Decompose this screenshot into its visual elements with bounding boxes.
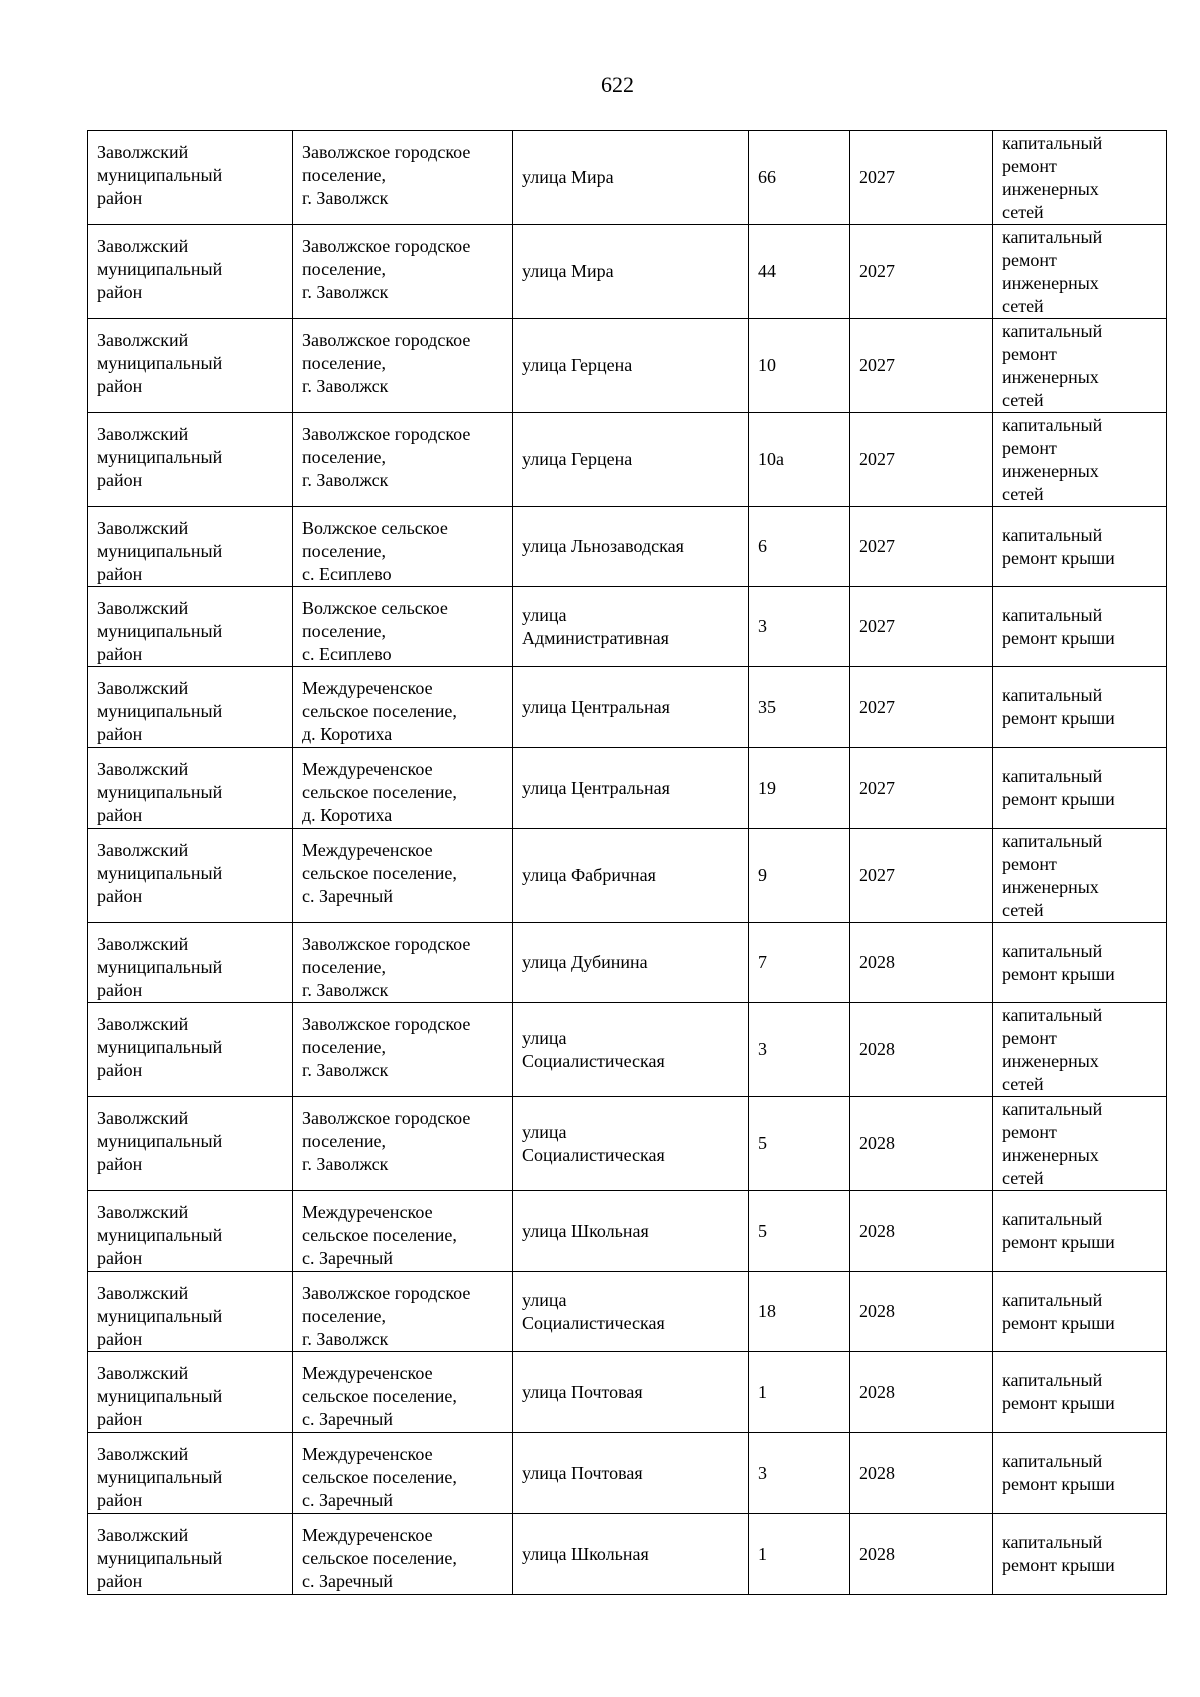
house-number-cell	[749, 225, 850, 319]
district-cell-text: Заволжский муниципальный район	[97, 424, 223, 490]
work-type-cell	[993, 829, 1167, 923]
house-number-cell	[749, 667, 850, 748]
house-number-cell-text: 1	[758, 1381, 767, 1402]
street-cell	[513, 225, 749, 319]
district-cell	[88, 1352, 293, 1433]
table-row	[88, 1191, 1167, 1272]
house-number-cell-text: 1	[758, 1543, 767, 1564]
work-type-cell	[993, 1272, 1167, 1352]
street-cell-text: улица Дубинина	[522, 952, 648, 972]
settlement-cell-text: Междуреченское сельское поселение, с. Заречный	[302, 1202, 457, 1268]
work-type-cell	[993, 748, 1167, 829]
work-type-cell	[993, 923, 1167, 1003]
house-number-cell	[749, 1097, 850, 1191]
street-cell	[513, 1191, 749, 1272]
table-row	[88, 507, 1167, 587]
district-cell	[88, 225, 293, 319]
district-cell-text: Заволжский муниципальный район	[97, 142, 223, 208]
street-cell-text: улица Школьная	[522, 1220, 649, 1241]
year-cell	[850, 1003, 993, 1097]
street-cell	[513, 1097, 749, 1191]
year-cell	[850, 748, 993, 829]
work-type-cell	[993, 587, 1167, 667]
work-type-cell	[993, 1191, 1167, 1272]
work-type-cell-text: капитальный ремонт крыши	[1002, 685, 1115, 728]
street-cell	[513, 131, 749, 225]
settlement-cell	[293, 225, 513, 319]
year-cell	[850, 829, 993, 923]
district-cell	[88, 667, 293, 748]
district-cell-text: Заволжский муниципальный район	[97, 518, 223, 584]
district-cell	[88, 1097, 293, 1191]
year-cell-text: 2027	[859, 865, 895, 885]
work-type-cell	[993, 507, 1167, 587]
street-cell	[513, 319, 749, 413]
work-type-cell-text: капитальный ремонт инженерных сетей	[1002, 320, 1103, 410]
year-cell-text: 2027	[859, 777, 895, 798]
street-cell-text: улица Мира	[522, 167, 614, 187]
district-cell-text: Заволжский муниципальный район	[97, 934, 223, 1000]
street-cell-text: улица Почтовая	[522, 1462, 643, 1483]
work-type-cell-text: капитальный ремонт крыши	[1002, 766, 1115, 809]
table-row	[88, 923, 1167, 1003]
street-cell-text: улица Фабричная	[522, 865, 656, 885]
year-cell	[850, 319, 993, 413]
year-cell	[850, 131, 993, 225]
district-cell	[88, 1272, 293, 1352]
street-cell-text: улица Герцена	[522, 355, 633, 375]
year-cell-text: 2027	[859, 167, 895, 187]
street-cell	[513, 507, 749, 587]
district-cell-text: Заволжский муниципальный район	[97, 759, 223, 825]
settlement-cell-text: Волжское сельское поселение, с. Есиплево	[302, 518, 448, 584]
work-type-cell	[993, 1003, 1167, 1097]
house-number-cell-text: 3	[758, 1462, 767, 1483]
work-type-cell	[993, 1097, 1167, 1191]
work-type-cell	[993, 413, 1167, 507]
district-cell	[88, 1191, 293, 1272]
house-number-cell-text: 3	[758, 616, 767, 636]
settlement-cell	[293, 748, 513, 829]
house-number-cell	[749, 1352, 850, 1433]
settlement-cell-text: Междуреченское сельское поселение, д. Коротиха	[302, 678, 457, 744]
house-number-cell-text: 19	[758, 777, 776, 798]
work-type-cell	[993, 319, 1167, 413]
settlement-cell-text: Междуреченское сельское поселение, с. Заречный	[302, 840, 457, 906]
house-number-cell	[749, 748, 850, 829]
table-row	[88, 413, 1167, 507]
district-cell-text: Заволжский муниципальный район	[97, 1444, 223, 1510]
district-cell-text: Заволжский муниципальный район	[97, 1525, 223, 1591]
settlement-cell	[293, 1003, 513, 1097]
work-type-cell-text: капитальный ремонт крыши	[1002, 524, 1115, 568]
repair-schedule-table	[87, 130, 1167, 1595]
street-cell	[513, 829, 749, 923]
house-number-cell-text: 7	[758, 952, 767, 972]
page-number: 622	[601, 72, 634, 97]
work-type-cell-text: капитальный ремонт инженерных сетей	[1002, 1004, 1103, 1094]
year-cell	[850, 225, 993, 319]
work-type-cell-text: капитальный ремонт инженерных сетей	[1002, 226, 1103, 316]
street-cell-text: улица Социалистическая	[522, 1121, 665, 1165]
year-cell	[850, 507, 993, 587]
district-cell	[88, 413, 293, 507]
street-cell	[513, 1433, 749, 1514]
house-number-cell	[749, 1433, 850, 1514]
district-cell	[88, 507, 293, 587]
settlement-cell	[293, 1191, 513, 1272]
house-number-cell-text: 18	[758, 1301, 776, 1321]
table-row	[88, 1433, 1167, 1514]
street-cell	[513, 1003, 749, 1097]
year-cell-text: 2028	[859, 1301, 895, 1321]
district-cell-text: Заволжский муниципальный район	[97, 1014, 223, 1080]
settlement-cell	[293, 829, 513, 923]
street-cell-text: улица Административная	[522, 604, 669, 648]
work-type-cell	[993, 1352, 1167, 1433]
settlement-cell-text: Заволжское городское поселение, г. Заволжск	[302, 142, 471, 208]
work-type-cell-text: капитальный ремонт крыши	[1002, 1289, 1115, 1333]
year-cell-text: 2028	[859, 1381, 895, 1402]
district-cell-text: Заволжский муниципальный район	[97, 330, 223, 396]
year-cell	[850, 667, 993, 748]
street-cell-text: улица Социалистическая	[522, 1289, 665, 1333]
street-cell	[513, 923, 749, 1003]
settlement-cell	[293, 667, 513, 748]
street-cell-text: улица Школьная	[522, 1543, 649, 1564]
district-cell-text: Заволжский муниципальный район	[97, 1202, 223, 1268]
settlement-cell-text: Междуреченское сельское поселение, с. Заречный	[302, 1444, 457, 1510]
street-cell	[513, 1272, 749, 1352]
district-cell	[88, 1433, 293, 1514]
house-number-cell-text: 10	[758, 355, 776, 375]
settlement-cell-text: Заволжское городское поселение, г. Заволжск	[302, 1014, 471, 1080]
settlement-cell-text: Заволжское городское поселение, г. Заволжск	[302, 424, 471, 490]
house-number-cell	[749, 413, 850, 507]
year-cell	[850, 413, 993, 507]
settlement-cell-text: Заволжское городское поселение, г. Заволжск	[302, 330, 471, 396]
house-number-cell-text: 5	[758, 1133, 767, 1153]
year-cell-text: 2028	[859, 1543, 895, 1564]
year-cell-text: 2027	[859, 696, 895, 717]
settlement-cell-text: Междуреченское сельское поселение, д. Коротиха	[302, 759, 457, 825]
house-number-cell	[749, 1003, 850, 1097]
street-cell-text: улица Почтовая	[522, 1381, 643, 1402]
settlement-cell-text: Междуреченское сельское поселение, с. Заречный	[302, 1363, 457, 1429]
house-number-cell	[749, 131, 850, 225]
table-row	[88, 1272, 1167, 1352]
street-cell	[513, 587, 749, 667]
street-cell-text: улица Герцена	[522, 449, 633, 469]
district-cell-text: Заволжский муниципальный район	[97, 1283, 223, 1349]
street-cell-text: улица Центральная	[522, 696, 670, 717]
work-type-cell-text: капитальный ремонт инженерных сетей	[1002, 830, 1103, 920]
house-number-cell	[749, 587, 850, 667]
settlement-cell	[293, 1272, 513, 1352]
house-number-cell-text: 3	[758, 1039, 767, 1059]
year-cell	[850, 1097, 993, 1191]
work-type-cell	[993, 225, 1167, 319]
work-type-cell	[993, 1433, 1167, 1514]
year-cell	[850, 1272, 993, 1352]
street-cell-text: улица Центральная	[522, 777, 670, 798]
settlement-cell-text: Волжское сельское поселение, с. Есиплево	[302, 598, 448, 664]
work-type-cell	[993, 1514, 1167, 1595]
settlement-cell	[293, 1514, 513, 1595]
district-cell	[88, 319, 293, 413]
year-cell	[850, 1191, 993, 1272]
house-number-cell-text: 66	[758, 167, 776, 187]
year-cell-text: 2028	[859, 1220, 895, 1241]
house-number-cell	[749, 1272, 850, 1352]
street-cell	[513, 1514, 749, 1595]
street-cell	[513, 748, 749, 829]
district-cell	[88, 829, 293, 923]
settlement-cell	[293, 1433, 513, 1514]
district-cell	[88, 587, 293, 667]
table-row	[88, 1352, 1167, 1433]
work-type-cell	[993, 667, 1167, 748]
district-cell	[88, 1514, 293, 1595]
district-cell	[88, 131, 293, 225]
year-cell-text: 2028	[859, 952, 895, 972]
street-cell-text: улица Мира	[522, 261, 614, 281]
house-number-cell	[749, 507, 850, 587]
year-cell-text: 2028	[859, 1133, 895, 1153]
street-cell	[513, 413, 749, 507]
table-body	[88, 131, 1167, 1595]
settlement-cell	[293, 413, 513, 507]
table-row	[88, 829, 1167, 923]
table-row	[88, 225, 1167, 319]
table-row	[88, 587, 1167, 667]
year-cell-text: 2027	[859, 355, 895, 375]
settlement-cell	[293, 319, 513, 413]
district-cell-text: Заволжский муниципальный район	[97, 1363, 223, 1429]
house-number-cell	[749, 923, 850, 1003]
year-cell-text: 2027	[859, 261, 895, 281]
settlement-cell	[293, 1352, 513, 1433]
district-cell-text: Заволжский муниципальный район	[97, 598, 223, 664]
year-cell-text: 2028	[859, 1039, 895, 1059]
house-number-cell-text: 10а	[758, 449, 784, 469]
house-number-cell	[749, 319, 850, 413]
street-cell	[513, 1352, 749, 1433]
table-row	[88, 131, 1167, 225]
house-number-cell	[749, 1191, 850, 1272]
work-type-cell-text: капитальный ремонт крыши	[1002, 1451, 1115, 1494]
year-cell	[850, 587, 993, 667]
work-type-cell	[993, 131, 1167, 225]
district-cell	[88, 748, 293, 829]
settlement-cell	[293, 1097, 513, 1191]
work-type-cell-text: капитальный ремонт инженерных сетей	[1002, 132, 1103, 222]
street-cell	[513, 667, 749, 748]
work-type-cell-text: капитальный ремонт инженерных сетей	[1002, 414, 1103, 504]
district-cell	[88, 1003, 293, 1097]
year-cell	[850, 1352, 993, 1433]
table-row	[88, 1003, 1167, 1097]
district-cell-text: Заволжский муниципальный район	[97, 840, 223, 906]
year-cell	[850, 923, 993, 1003]
settlement-cell-text: Заволжское городское поселение, г. Заволжск	[302, 1108, 471, 1174]
settlement-cell	[293, 587, 513, 667]
table-row	[88, 1097, 1167, 1191]
house-number-cell-text: 44	[758, 261, 776, 281]
year-cell	[850, 1433, 993, 1514]
street-cell-text: улица Льнозаводская	[522, 536, 684, 556]
work-type-cell-text: капитальный ремонт крыши	[1002, 604, 1115, 648]
work-type-cell-text: капитальный ремонт крыши	[1002, 1370, 1115, 1413]
district-cell	[88, 923, 293, 1003]
house-number-cell-text: 5	[758, 1220, 767, 1241]
settlement-cell	[293, 923, 513, 1003]
year-cell-text: 2027	[859, 449, 895, 469]
year-cell	[850, 1514, 993, 1595]
work-type-cell-text: капитальный ремонт крыши	[1002, 1532, 1115, 1575]
table-row	[88, 1514, 1167, 1595]
house-number-cell	[749, 829, 850, 923]
settlement-cell-text: Заволжское городское поселение, г. Заволжск	[302, 236, 471, 302]
district-cell-text: Заволжский муниципальный район	[97, 1108, 223, 1174]
table-row	[88, 319, 1167, 413]
table-row	[88, 667, 1167, 748]
work-type-cell-text: капитальный ремонт крыши	[1002, 1209, 1115, 1252]
work-type-cell-text: капитальный ремонт инженерных сетей	[1002, 1098, 1103, 1188]
settlement-cell-text: Заволжское городское поселение, г. Заволжск	[302, 934, 471, 1000]
settlement-cell	[293, 507, 513, 587]
settlement-cell	[293, 131, 513, 225]
year-cell-text: 2028	[859, 1462, 895, 1483]
year-cell-text: 2027	[859, 536, 895, 556]
house-number-cell-text: 35	[758, 696, 776, 717]
table-row	[88, 748, 1167, 829]
settlement-cell-text: Заволжское городское поселение, г. Заволжск	[302, 1283, 471, 1349]
district-cell-text: Заволжский муниципальный район	[97, 236, 223, 302]
house-number-cell	[749, 1514, 850, 1595]
house-number-cell-text: 9	[758, 865, 767, 885]
street-cell-text: улица Социалистическая	[522, 1027, 665, 1071]
house-number-cell-text: 6	[758, 536, 767, 556]
work-type-cell-text: капитальный ремонт крыши	[1002, 940, 1115, 984]
year-cell-text: 2027	[859, 616, 895, 636]
district-cell-text: Заволжский муниципальный район	[97, 678, 223, 744]
settlement-cell-text: Междуреченское сельское поселение, с. Заречный	[302, 1525, 457, 1591]
